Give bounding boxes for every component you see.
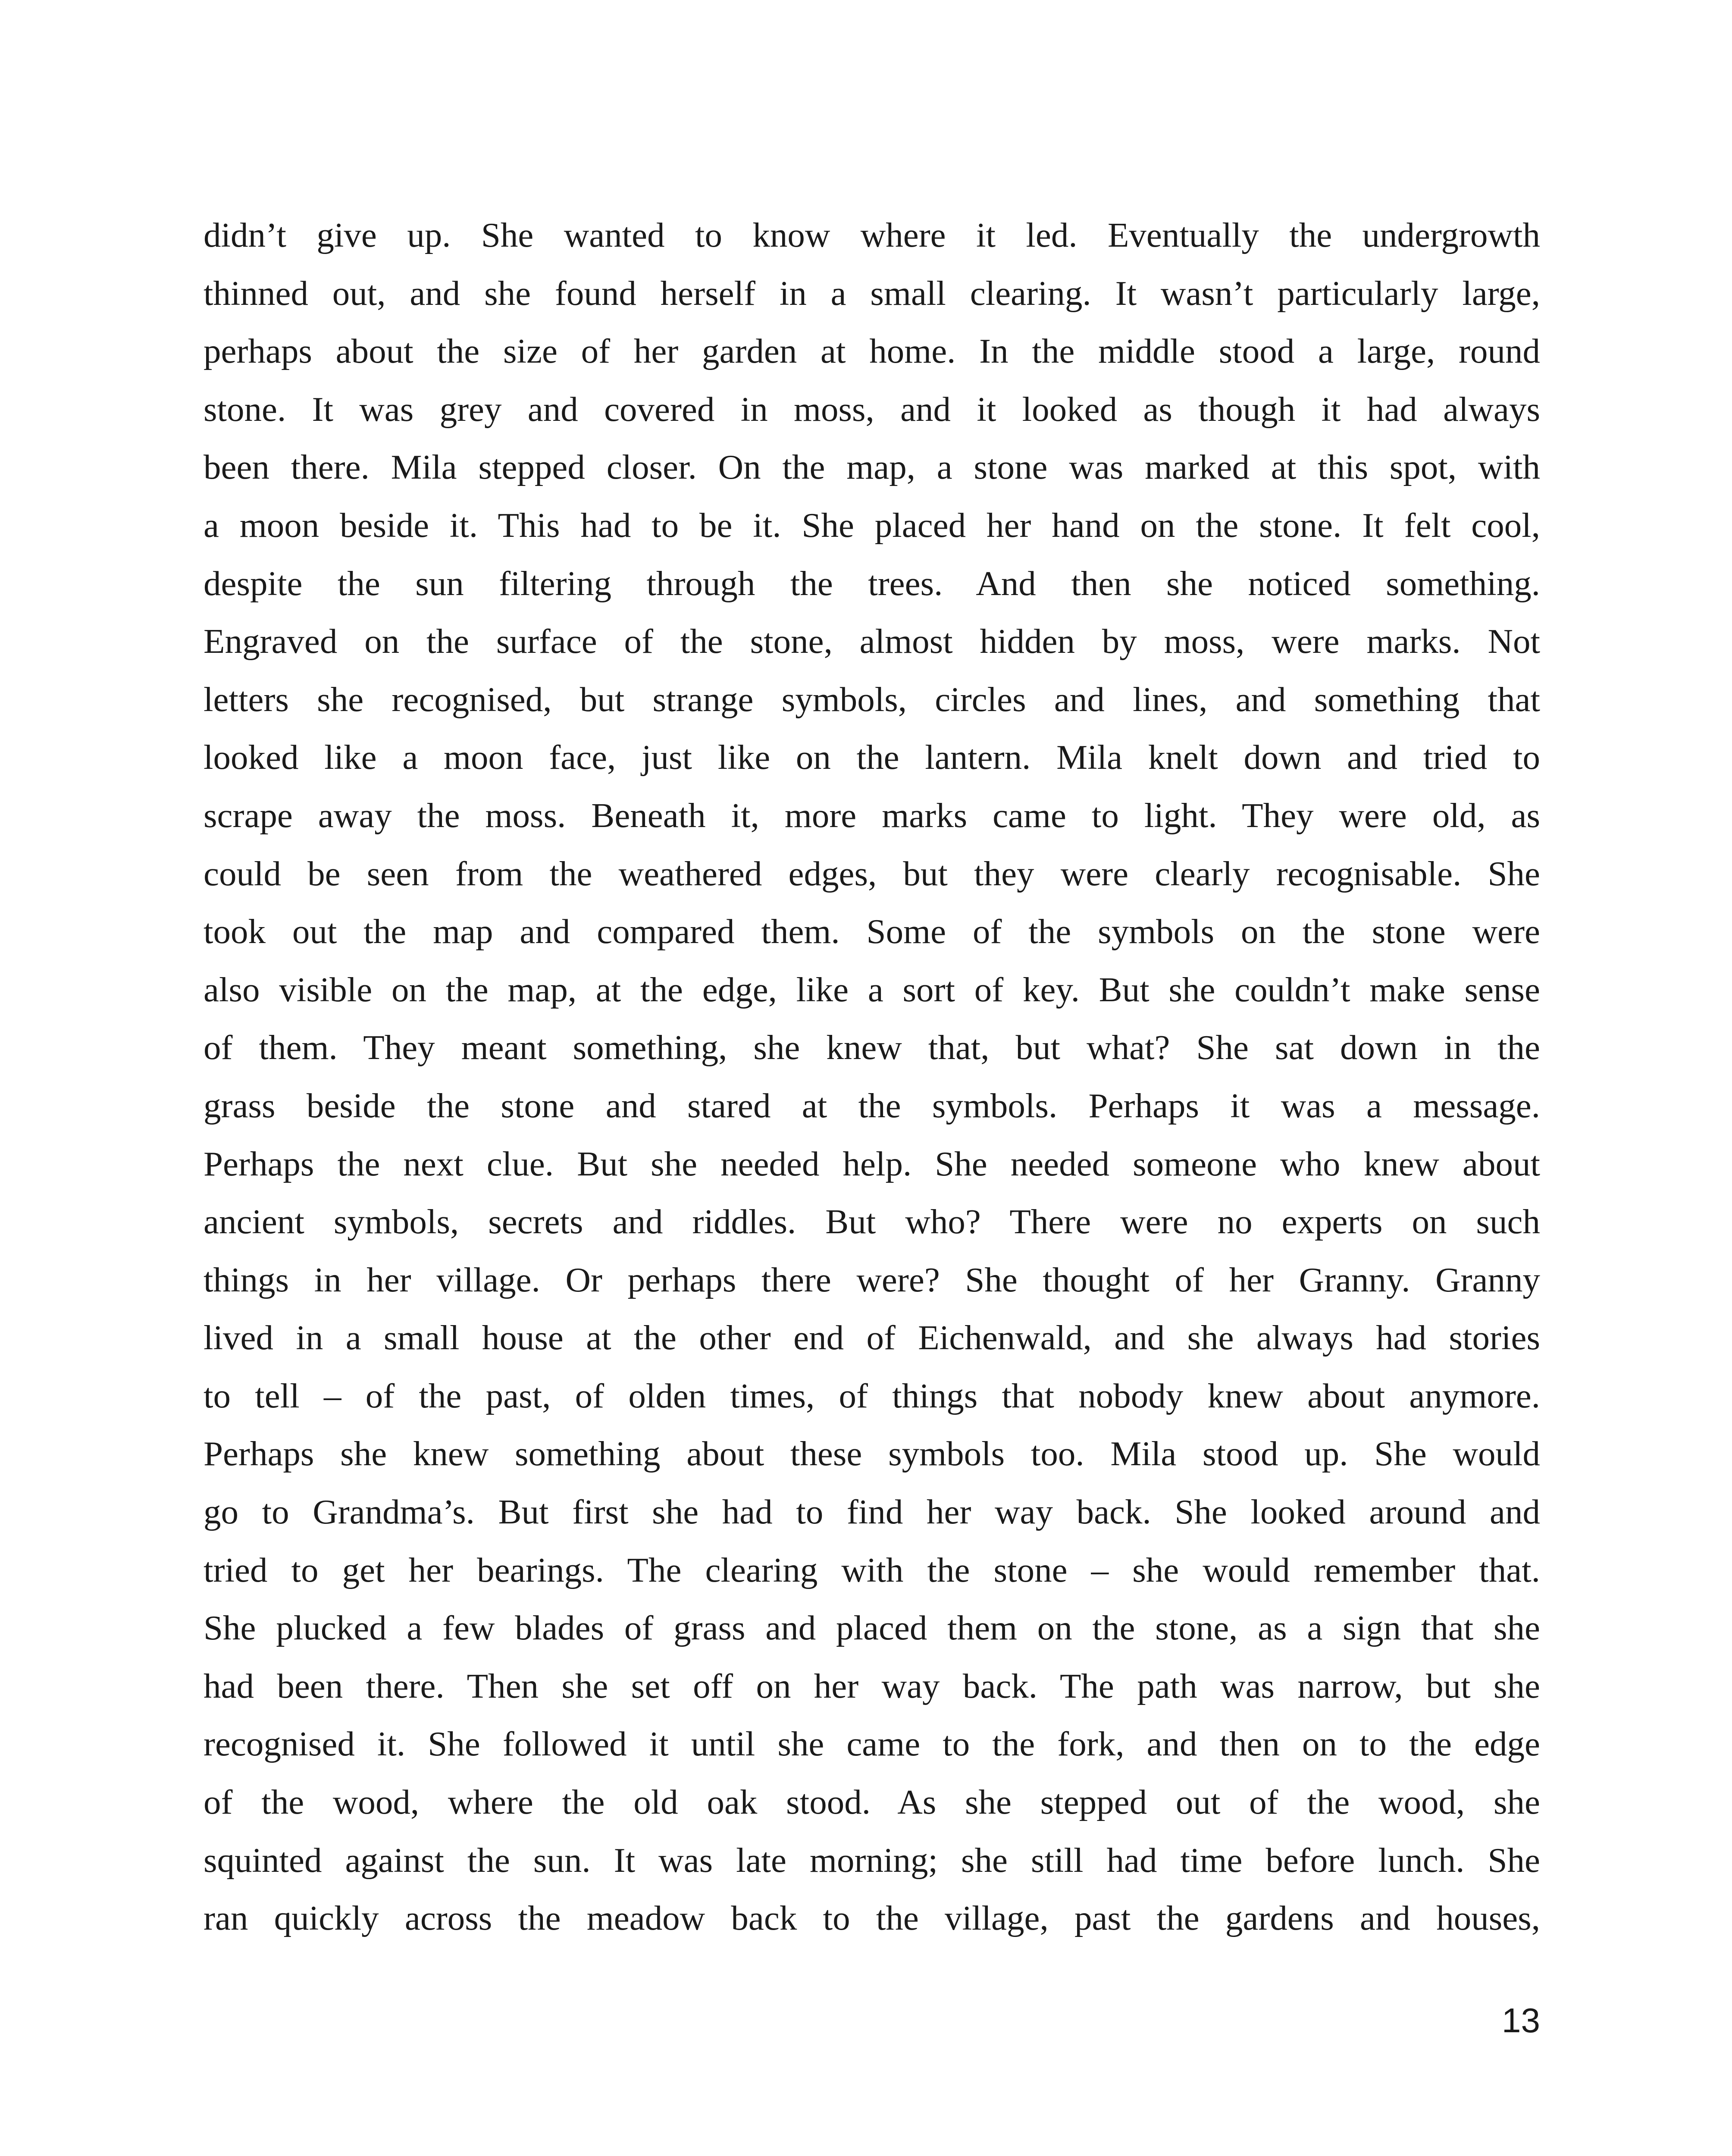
text-line: of the wood, where the old oak stood. As she stepped out of the wood, she (204, 1783, 1540, 1822)
text-line: squinted against the sun. It was late morning; she still had time before lunch. She (204, 1840, 1540, 1880)
text-line: ancient symbols, secrets and riddles. But who? There were no experts on such (204, 1202, 1540, 1241)
text-line: go to Grandma’s. But first she had to find her way back. She looked around and (204, 1492, 1540, 1532)
body-text (204, 206, 1540, 1947)
text-line: had been there. Then she set off on her way back. The path was narrow, but she (204, 1666, 1540, 1705)
text-line: took out the map and compared them. Some of the symbols on the stone were (204, 912, 1540, 951)
text-line: recognised it. She followed it until she came to the fork, and then on to the edge (204, 1724, 1540, 1764)
text-line: could be seen from the weathered edges, but they were clearly recognisable. She (204, 854, 1540, 893)
text-line: of them. They meant something, she knew that, but what? She sat down in the (204, 1028, 1540, 1067)
text-line: also visible on the map, at the edge, like a sort of key. But she couldn’t make sense (204, 970, 1540, 1009)
text-line: thinned out, and she found herself in a small clearing. It wasn’t particularly large, (204, 273, 1540, 313)
text-line: didn’t give up. She wanted to know where it led. Eventually the undergrowth (204, 216, 1540, 254)
text-line: grass beside the stone and stared at the symbols. Perhaps it was a message. (204, 1086, 1540, 1125)
text-line: Engraved on the surface of the stone, almost hidden by moss, were marks. Not (204, 622, 1540, 661)
text-line: been there. Mila stepped closer. On the map, a stone was marked at this spot, with (204, 448, 1540, 487)
text-line: a moon beside it. This had to be it. She placed her hand on the stone. It felt cool, (204, 505, 1540, 545)
text-line: looked like a moon face, just like on the lantern. Mila knelt down and tried to (204, 738, 1540, 777)
text-line: scrape away the moss. Beneath it, more marks came to light. They were old, as (204, 796, 1540, 835)
text-line: letters she recognised, but strange symbols, circles and lines, and something that (204, 680, 1540, 719)
text-line: to tell – of the past, of olden times, of things that nobody knew about anymore. (204, 1376, 1540, 1415)
page-number: 13 (1502, 2001, 1540, 2040)
text-line: perhaps about the size of her garden at home. In the middle stood a large, round (204, 332, 1540, 371)
text-line: lived in a small house at the other end of Eichenwald, and she always had stories (204, 1318, 1540, 1357)
text-line: She plucked a few blades of grass and placed them on the stone, as a sign that she (204, 1608, 1540, 1648)
text-line: Perhaps the next clue. But she needed help. She needed someone who knew about (204, 1144, 1540, 1183)
text-line: things in her village. Or perhaps there were? She thought of her Granny. Granny (204, 1260, 1540, 1299)
text-line: ran quickly across the meadow back to the village, past the gardens and houses, (204, 1899, 1540, 1938)
text-line: despite the sun filtering through the trees. And then she noticed something. (204, 564, 1540, 603)
text-line: Perhaps she knew something about these symbols too. Mila stood up. She would (204, 1434, 1540, 1473)
text-line: tried to get her bearings. The clearing with the stone – she would remember that. (204, 1550, 1540, 1589)
text-line: stone. It was grey and covered in moss, and it looked as though it had always (204, 389, 1540, 429)
